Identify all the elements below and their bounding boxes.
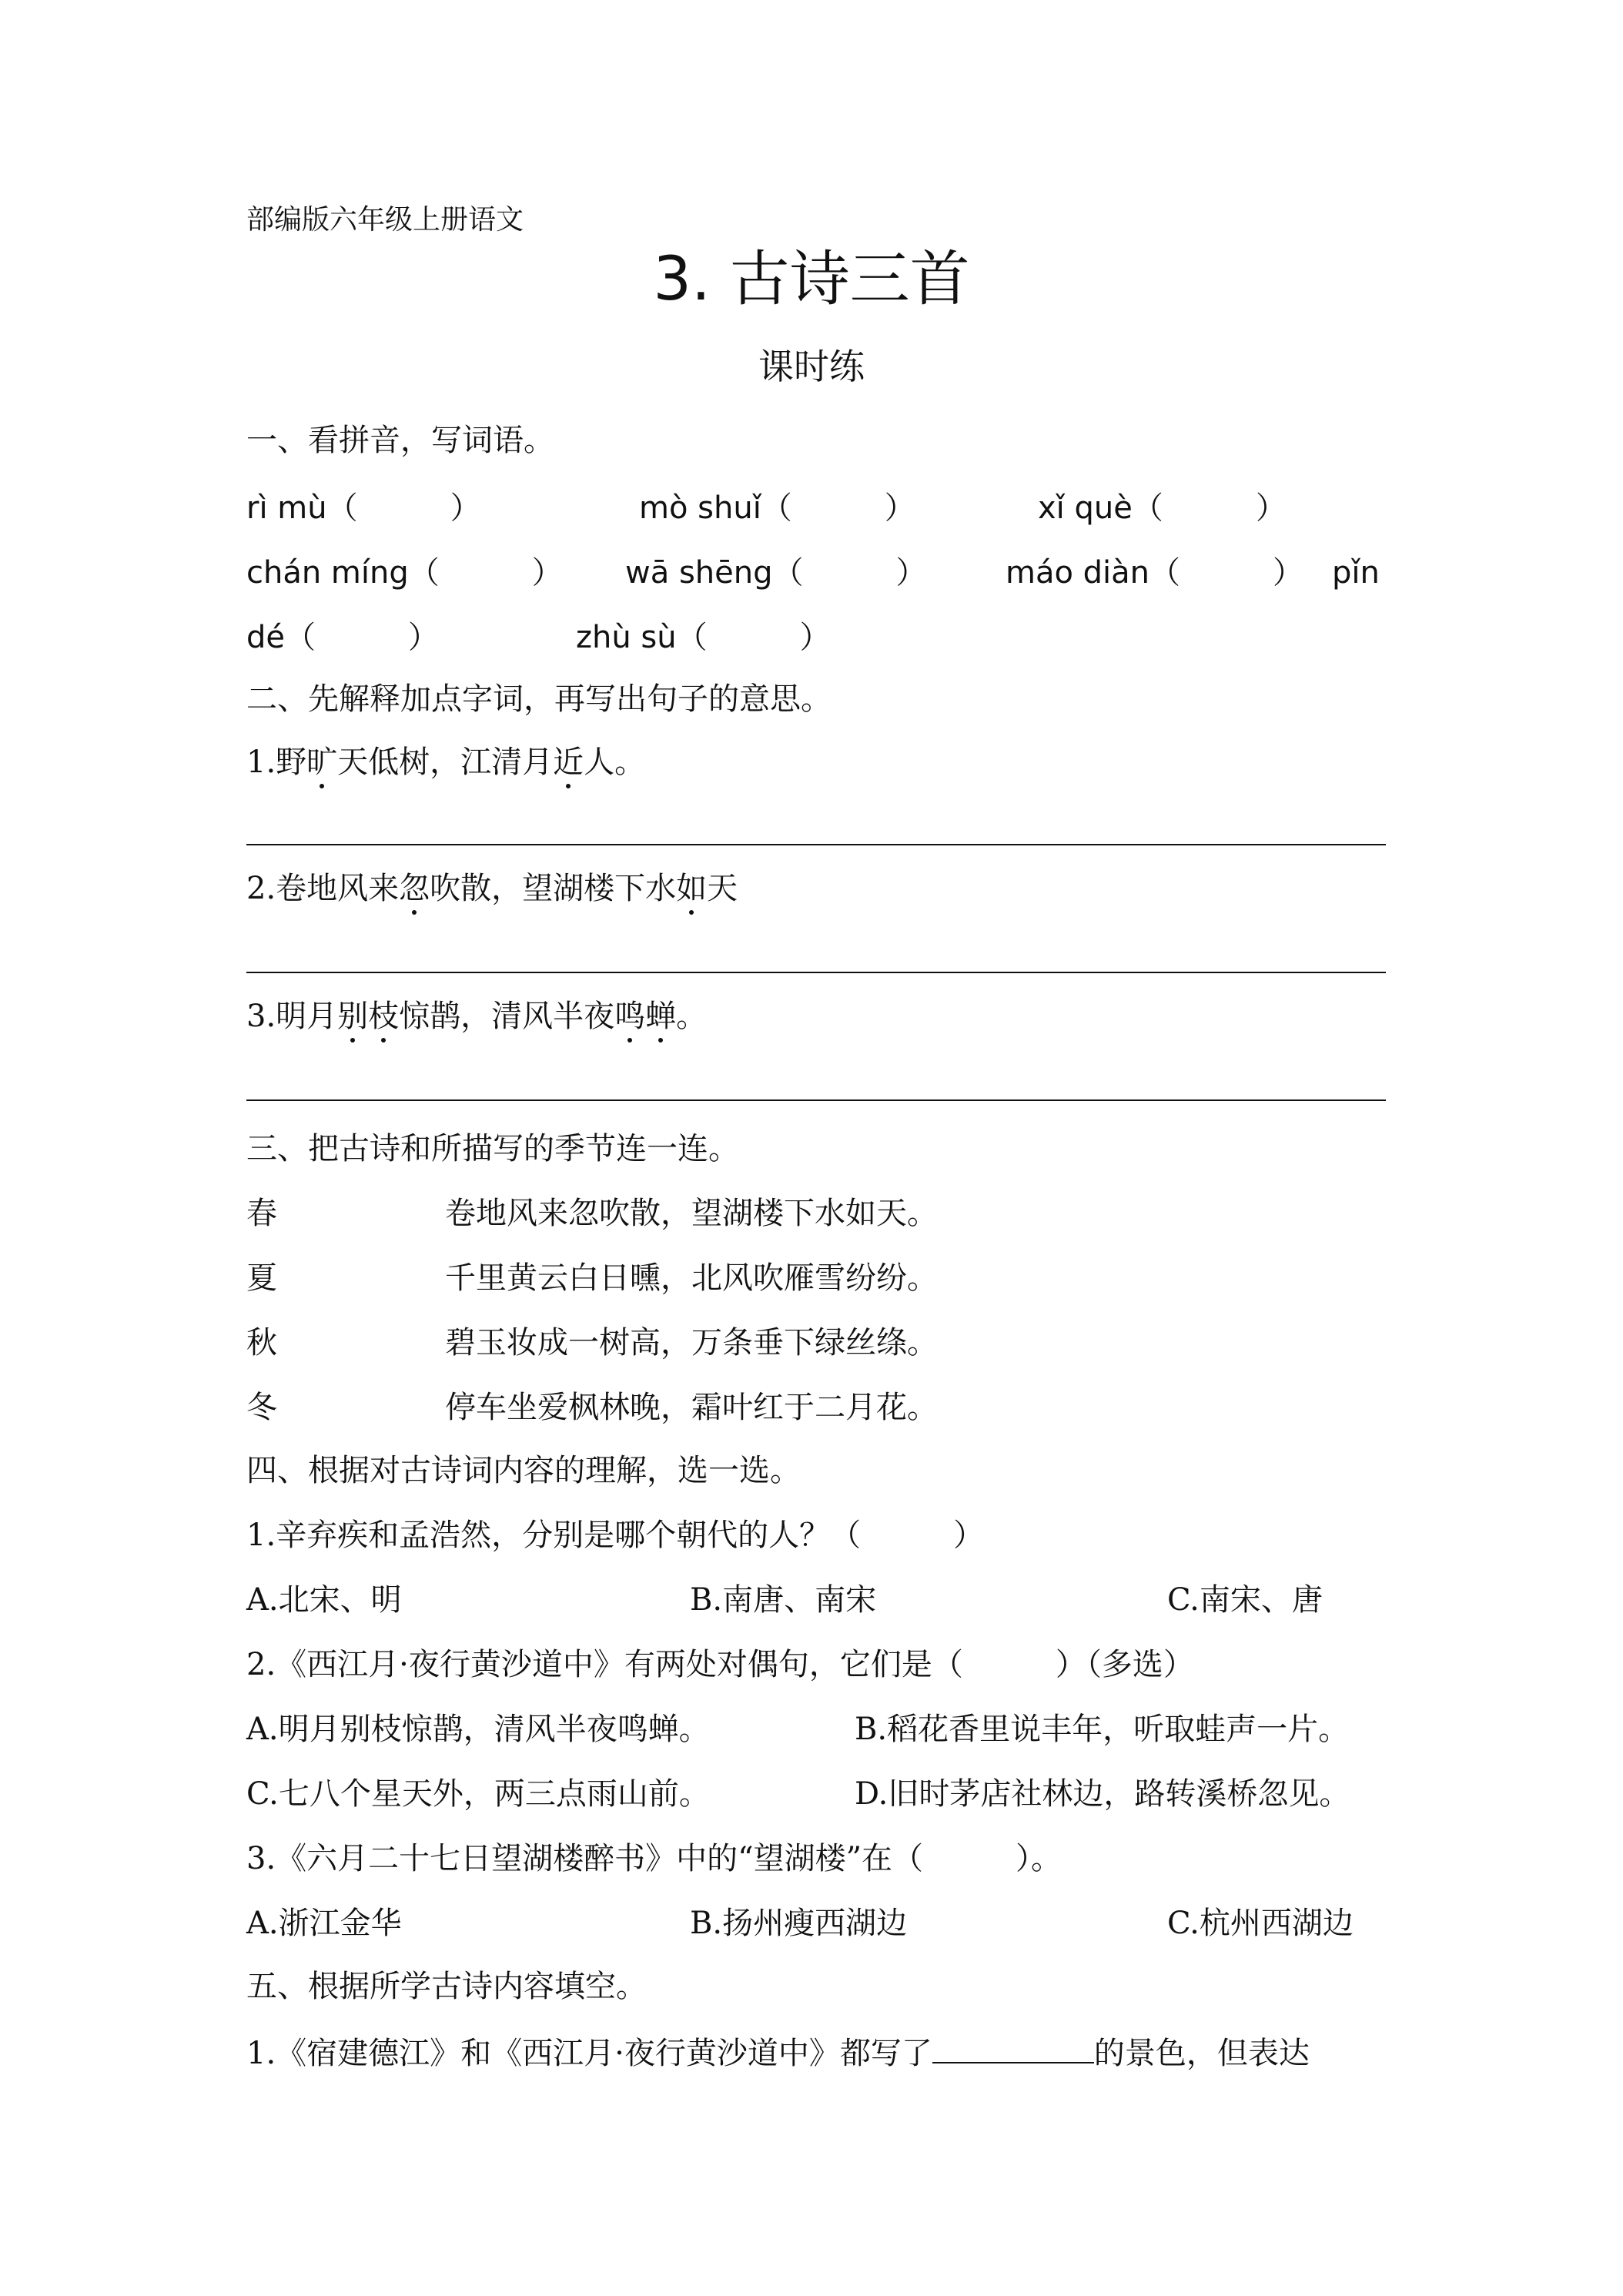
season-autumn[interactable]: 秋 (246, 1325, 277, 1361)
pinyin-item: zhù sù（ ） (576, 620, 831, 655)
dotted-char: 如 (676, 871, 708, 906)
option-b[interactable]: B.稻花香里说丰年，听取蛙声一片。 (855, 1712, 1350, 1747)
pinyin-item: chán míng（ ） (246, 555, 563, 591)
poem-line[interactable]: 千里黄云白日曛，北风吹雁雪纷纷。 (445, 1260, 938, 1296)
fill-blank[interactable] (932, 2033, 1094, 2063)
page-title: 3. 古诗三首 (653, 245, 970, 314)
section2-heading: 二、先解释加点字词，再写出句子的意思。 (246, 681, 832, 717)
dotted-char: 旷 (306, 745, 338, 780)
option-a[interactable]: A.明月别枝惊鹊，清风半夜鸣蝉。 (246, 1712, 710, 1747)
dotted-char: 忽 (399, 871, 430, 906)
question-5-1: 1.《宿建德江》和《西江月·夜行黄沙道中》都写了 的景色，但表达 (246, 2033, 1310, 2072)
pinyin-item: mò shuǐ（ ） (639, 490, 915, 526)
dotted-char: 近 (553, 745, 584, 780)
page-subtitle: 课时练 (758, 346, 865, 387)
option-b[interactable]: B.扬州瘦西湖边 (690, 1906, 908, 1941)
season-winter[interactable]: 冬 (246, 1390, 277, 1425)
question-2-1: 1.野旷天低树，江清月近人。 (246, 745, 646, 780)
section3-heading: 三、把古诗和所描写的季节连一连。 (246, 1131, 739, 1166)
pinyin-item: pǐn (1332, 555, 1380, 591)
pinyin-item: dé（ ） (246, 620, 439, 655)
option-c[interactable]: C.南宋、唐 (1167, 1582, 1323, 1618)
poem-line[interactable]: 卷地风来忽吹散，望湖楼下水如天。 (445, 1196, 938, 1231)
question-4-3: 3.《六月二十七日望湖楼醉书》中的“望湖楼”在（ ）。 (246, 1841, 1062, 1876)
season-spring[interactable]: 春 (246, 1196, 277, 1231)
pinyin-item: rì mù（ ） (246, 490, 481, 526)
option-b[interactable]: B.南唐、南宋 (690, 1582, 877, 1618)
question-4-2: 2.《西江月·夜行黄沙道中》有两处对偶句，它们是（ ）（多选） (246, 1647, 1194, 1682)
question-2-3: 3.明月别枝惊鹊，清风半夜鸣蝉。 (246, 999, 708, 1034)
pinyin-item: wā shēng（ ） (625, 555, 927, 591)
section4-heading: 四、根据对古诗词内容的理解，选一选。 (246, 1453, 801, 1488)
pinyin-item: xǐ què（ ） (1038, 490, 1287, 526)
course-label: 部编版六年级上册语文 (246, 204, 524, 236)
option-c[interactable]: C.七八个星天外，两三点雨山前。 (246, 1776, 710, 1812)
option-c[interactable]: C.杭州西湖边 (1167, 1906, 1354, 1941)
dotted-char: 鸣 (614, 999, 646, 1034)
season-summer[interactable]: 夏 (246, 1260, 277, 1296)
poem-line[interactable]: 碧玉妆成一树高，万条垂下绿丝绦。 (445, 1325, 938, 1361)
answer-line[interactable] (246, 844, 1386, 845)
dotted-char: 别 (337, 999, 369, 1034)
dotted-char: 枝 (368, 999, 400, 1034)
poem-line[interactable]: 停车坐爱枫林晚，霜叶红于二月花。 (445, 1390, 938, 1425)
option-a[interactable]: A.浙江金华 (246, 1906, 402, 1941)
option-a[interactable]: A.北宋、明 (246, 1582, 402, 1618)
dotted-char: 蝉 (645, 999, 677, 1034)
pinyin-item: máo diàn（ ） (1006, 555, 1304, 591)
question-4-1: 1.辛弃疾和孟浩然，分别是哪个朝代的人？（ ） (246, 1518, 985, 1553)
section1-heading: 一、看拼音，写词语。 (246, 423, 554, 458)
answer-line[interactable] (246, 1099, 1386, 1101)
question-2-2: 2.卷地风来忽吹散，望湖楼下水如天 (246, 871, 738, 906)
section5-heading: 五、根据所学古诗内容填空。 (246, 1969, 647, 2004)
option-d[interactable]: D.旧时茅店社林边，路转溪桥忽见。 (855, 1776, 1350, 1812)
answer-line[interactable] (246, 972, 1386, 973)
